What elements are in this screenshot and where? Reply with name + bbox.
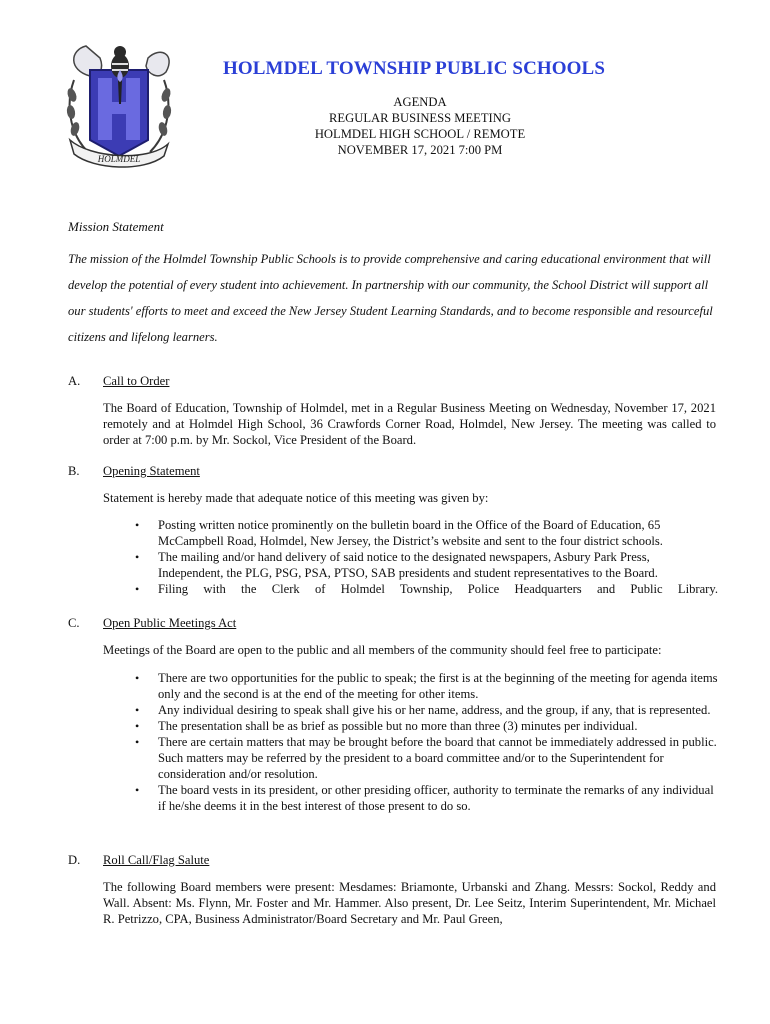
section-paragraph: Meetings of the Board are open to the public and all members of the community should feel free to participate: — [103, 643, 662, 657]
list-item: • The presentation shall be as brief as possible but no more than three (3) minutes per individual. — [135, 718, 718, 734]
public-speaking-rules-list — [135, 670, 718, 814]
section-title: Call to Order — [103, 374, 170, 388]
list-item: • The board vests in its president, or other presiding officer, authority to terminate the remarks of any individual if he/she deems it in the best interest of those present to do so. — [135, 782, 718, 814]
section-paragraph: Statement is hereby made that adequate notice of this meeting was given by: — [103, 491, 489, 505]
meeting-date: NOVEMBER 17, 2021 7:00 PM — [337, 143, 503, 157]
section-title: Roll Call/Flag Salute — [103, 853, 210, 867]
agenda-label: AGENDA — [393, 95, 447, 109]
list-item: • There are certain matters that may be brought before the board that cannot be immediately addressed in public. Such matters may be referred by the president to a board committee and/or to the Superintendent for consideration and/or resolution. — [135, 734, 718, 782]
district-logo — [60, 40, 178, 172]
logo-ribbon-text: HOLMDEL — [97, 154, 141, 164]
section-letter: A. — [68, 374, 81, 388]
section-title: Opening Statement — [103, 464, 200, 478]
section-title: Open Public Meetings Act — [103, 616, 237, 630]
document-title: HOLMDEL TOWNSHIP PUBLIC SCHOOLS — [223, 58, 605, 79]
meeting-type: REGULAR BUSINESS MEETING — [329, 111, 511, 125]
list-item: • Posting written notice prominently on the bulletin board in the Office of the Board of Education, 65 McCampbell Road, Holmdel, New Jersey, the District’s website and sent to the four district schools. — [135, 517, 718, 549]
holmdel-hornet-crest-icon — [60, 40, 178, 172]
list-item: • Filing with the Clerk of Holmdel Township, Police Headquarters and Public Library. — [135, 581, 718, 597]
mission-statement: The mission of the Holmdel Township Public Schools is to provide comprehensive and caring educational environment that will develop the potential of every student into achievement. In partnership with our community, the School District will support all our students' efforts to meet and exceed the New Jersey Student Learning Standards, and to become responsible and resourceful citizens and lifelong learners. — [68, 252, 713, 344]
section-letter: C. — [68, 616, 80, 630]
list-item: • Any individual desiring to speak shall give his or her name, address, and the group, if any, that is represented. — [135, 702, 718, 718]
list-item: • There are two opportunities for the public to speak; the first is at the beginning of the meeting for agenda items only and the second is at the end of the meeting for other items. — [135, 670, 718, 702]
list-item: • The mailing and/or hand delivery of said notice to the designated newspapers, Asbury Park Press, Independent, the PLG, PSG, PSA, PTSO, SAB presidents and student representatives to the Board. — [135, 549, 718, 581]
section-paragraph: The following Board members were present: Mesdames: Briamonte, Urbanski and Zhang. Messrs: Sockol, Reddy and Wall. Absent: Ms. Flynn, Mr. Foster and Mr. Hammer. Also present, Dr. Lee Seitz, Interim Superintendent, Mr. Michael R. Petrizzo, CPA, Business Administrator/Board Secretary and Mr. Paul Green, — [103, 880, 716, 926]
section-letter: D. — [68, 853, 81, 867]
notice-list — [135, 517, 718, 597]
mission-heading: Mission Statement — [68, 219, 164, 234]
section-paragraph: The Board of Education, Township of Holmdel, met in a Regular Business Meeting on Wednesday, November 17, 2021 remotely and at Holmdel High School, 36 Crawfords Corner Road, Holmdel, New Jersey. The meeting was called to order at 7:00 p.m. by Mr. Sockol, Vice President of the Board. — [103, 401, 716, 447]
meeting-location: HOLMDEL HIGH SCHOOL / REMOTE — [314, 127, 526, 141]
meeting-header — [280, 94, 560, 158]
section-letter: B. — [68, 464, 80, 478]
